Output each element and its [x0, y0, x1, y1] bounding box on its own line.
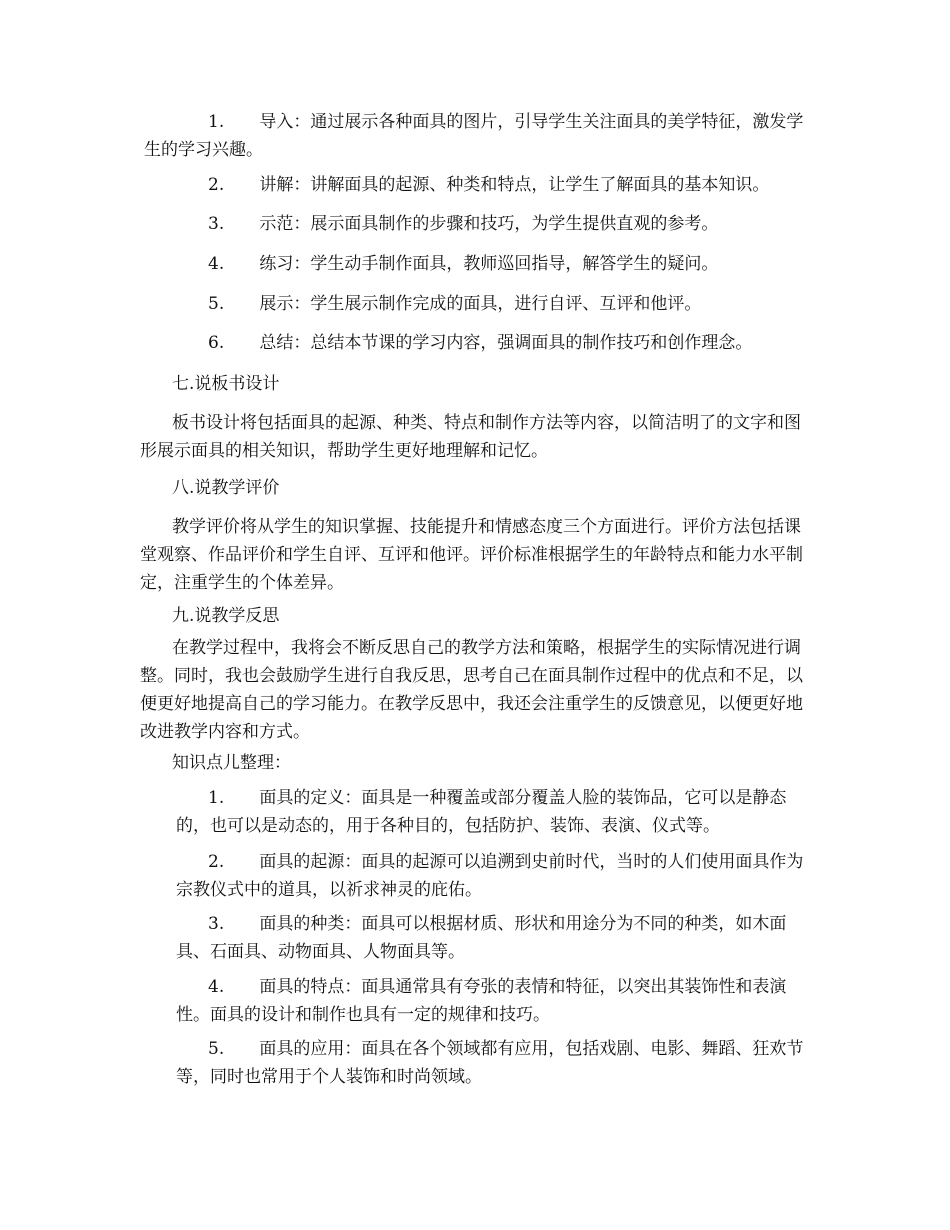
step-number: 2. [208, 175, 225, 195]
step-item [144, 210, 812, 238]
step-number: 1. [208, 112, 225, 132]
knowledge-number: 2. [208, 852, 225, 872]
section-paragraph: 教学评价将从学生的知识掌握、技能提升和情感态度三个方面进行。评价方法包括课堂观察、作品评价和学生自评、互评和他评。评价标准根据学生的年龄特点和能力水平制定，注重学生的个体差异。 [140, 517, 803, 593]
knowledge-item [176, 784, 812, 840]
knowledge-text: 面具的特点：面具通常具有夸张的表情和特征，以突出其装饰性和表演性。面具的设计和制作也具有一定的规律和技巧。 [176, 977, 787, 1025]
step-item [144, 250, 812, 278]
knowledge-number: 5. [208, 1039, 225, 1059]
step-number: 5. [208, 294, 225, 314]
step-text: 总结：总结本节课的学习内容，强调面具的制作技巧和创作理念。 [259, 333, 753, 353]
step-number: 6. [208, 333, 225, 353]
section-paragraph: 在教学过程中，我将会不断反思自己的教学方法和策略，根据学生的实际情况进行调整。同时，我也会鼓励学生进行自我反思，思考自己在面具制作过程中的优点和不足，以便更好地提高自己的学习能力。在教学反思中，我还会注重学生的反馈意见，以便更好地改进教学内容和方式。 [140, 638, 803, 742]
knowledge-item [176, 910, 812, 966]
step-item [144, 290, 812, 318]
knowledge-text: 面具的应用：面具在各个领域都有应用，包括戏剧、电影、舞蹈、狂欢节等，同时也常用于个人装饰和时尚领域。 [176, 1039, 804, 1087]
step-item [144, 171, 812, 199]
section-heading: 八.说教学评价 [172, 478, 280, 498]
step-number: 4. [208, 254, 225, 274]
knowledge-text: 面具的起源：面具的起源可以追溯到史前时代，当时的人们使用面具作为宗教仪式中的道具，以祈求神灵的庇佑。 [176, 852, 804, 900]
step-item [144, 108, 812, 164]
step-number: 3. [208, 214, 225, 234]
step-text: 练习：学生动手制作面具，教师巡回指导，解答学生的疑问。 [259, 254, 719, 274]
section-paragraph: 板书设计将包括面具的起源、种类、特点和制作方法等内容，以简洁明了的文字和图形展示面具的相关知识，帮助学生更好地理解和记忆。 [140, 413, 801, 461]
knowledge-item [176, 848, 812, 904]
knowledge-item [176, 973, 812, 1029]
step-text: 导入：通过展示各种面具的图片，引导学生关注面具的美学特征，激发学生的学习兴趣。 [144, 112, 804, 160]
knowledge-text: 面具的定义：面具是一种覆盖或部分覆盖人脸的装饰品，它可以是静态的，也可以是动态的，用于各种目的，包括防护、装饰、表演、仪式等。 [176, 788, 787, 836]
step-text: 展示：学生展示制作完成的面具，进行自评、互评和他评。 [259, 294, 702, 314]
knowledge-number: 1. [208, 788, 225, 808]
knowledge-text: 面具的种类：面具可以根据材质、形状和用途分为不同的种类，如木面具、石面具、动物面具、人物面具等。 [176, 914, 787, 962]
knowledge-heading: 知识点儿整理： [172, 753, 291, 773]
knowledge-number: 3. [208, 914, 225, 934]
knowledge-number: 4. [208, 977, 225, 997]
step-text: 讲解：讲解面具的起源、种类和特点，让学生了解面具的基本知识。 [259, 175, 770, 195]
section-heading: 九.说教学反思 [172, 606, 280, 626]
step-text: 示范：展示面具制作的步骤和技巧，为学生提供直观的参考。 [259, 214, 719, 234]
step-item [144, 329, 812, 357]
knowledge-item [176, 1035, 812, 1091]
section-heading: 七.说板书设计 [172, 374, 280, 394]
